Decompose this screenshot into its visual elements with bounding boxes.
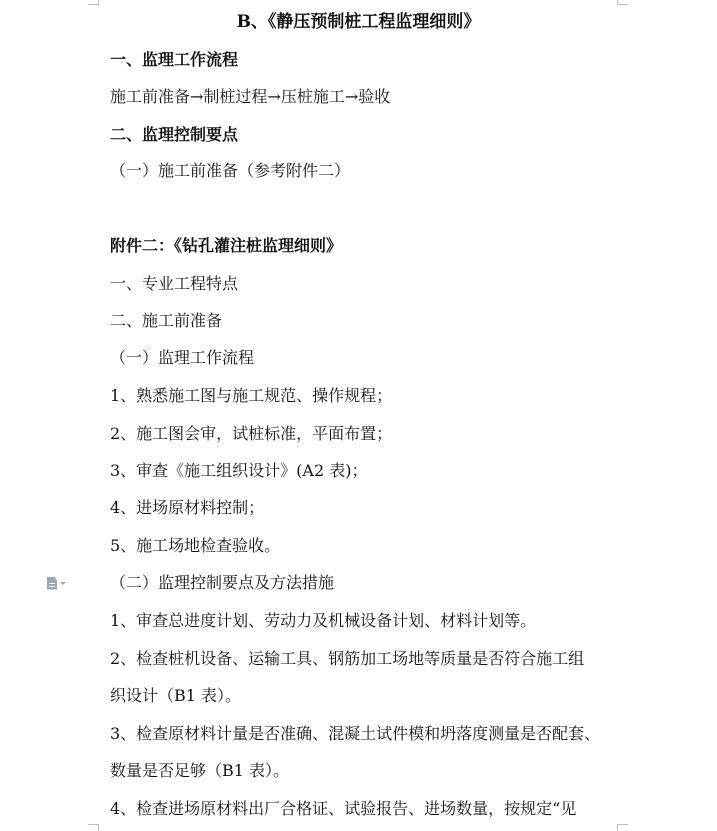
crop-mark-top-right: [617, 0, 628, 5]
section-heading: 二、监理控制要点: [110, 125, 239, 144]
list-item: 1、审查总进度计划、劳动力及机械设备计划、材料计划等。: [110, 611, 537, 630]
paragraph: （一）监理工作流程: [110, 348, 255, 367]
chevron-down-icon: [60, 582, 66, 585]
paragraph: （一）施工前准备（参考附件二）: [110, 161, 351, 180]
document-title: B、《静压预制桩工程监理细则》: [236, 12, 481, 32]
list-item: 4、检查进场原材料出厂合格证、试验报告、进场数量，按规定“见: [110, 799, 577, 818]
section-heading: 一、监理工作流程: [110, 50, 239, 69]
paragraph-options-icon[interactable]: [47, 575, 71, 591]
paragraph: （二）监理控制要点及方法措施: [110, 573, 335, 592]
list-item: 2、检查桩机设备、运输工具、钢筋加工场地等质量是否符合施工组: [110, 649, 585, 668]
list-item: 3、检查原材料计量是否准确、混凝土试件模和坍落度测量是否配套、: [110, 724, 601, 743]
paragraph: 一、专业工程特点: [110, 274, 239, 293]
paragraph: 施工前准备→制桩过程→压桩施工→验收: [110, 87, 391, 106]
list-item-continuation: 数量是否足够（B1 表）。: [110, 761, 290, 780]
list-item: 5、施工场地检查验收。: [110, 536, 281, 555]
appendix-heading: 附件二：《钻孔灌注桩监理细则》: [110, 236, 343, 255]
list-item-continuation: 织设计（B1 表）。: [110, 686, 242, 705]
list-item: 2、施工图会审，试桩标准，平面布置；: [110, 424, 393, 443]
paragraph: 二、施工前准备: [110, 311, 223, 330]
document-icon: [47, 577, 57, 590]
list-item: 1、熟悉施工图与施工规范、操作规程；: [110, 386, 393, 405]
list-item: 3、审查《施工组织设计》(A2 表)；: [110, 461, 368, 480]
crop-mark-top-left: [88, 0, 99, 5]
list-item: 4、进场原材料控制；: [110, 498, 265, 517]
